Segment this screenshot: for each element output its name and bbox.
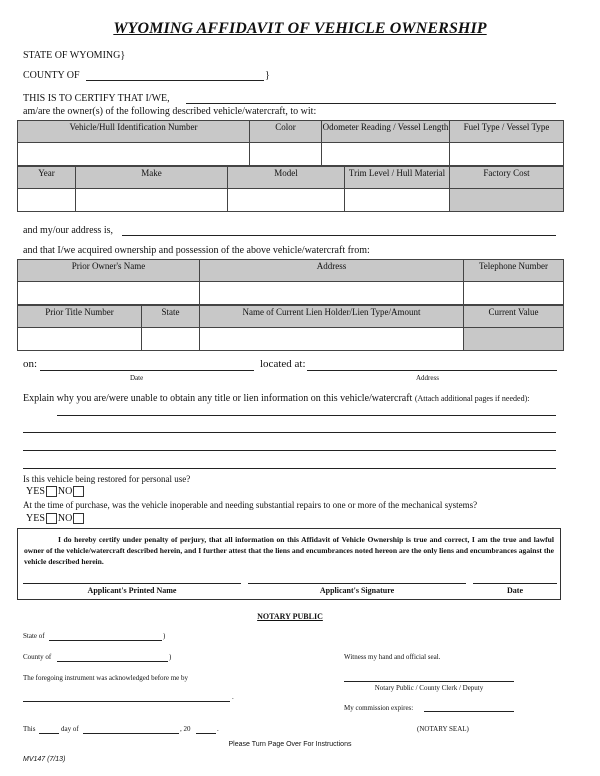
state-field[interactable] bbox=[142, 328, 200, 351]
sign-date-field[interactable] bbox=[473, 583, 557, 584]
certify-label: THIS IS TO CERTIFY THAT I/WE, bbox=[23, 93, 170, 104]
q2-yes-checkbox[interactable] bbox=[46, 513, 57, 524]
vehicle-table-2 bbox=[17, 166, 564, 212]
lien-holder-field[interactable] bbox=[200, 328, 464, 351]
prior-title-field[interactable] bbox=[18, 328, 142, 351]
vin-field[interactable] bbox=[18, 143, 250, 166]
model-field[interactable] bbox=[228, 189, 345, 212]
year-field[interactable] bbox=[196, 733, 216, 734]
owner-name-field[interactable] bbox=[186, 103, 556, 104]
telephone-field[interactable] bbox=[464, 282, 564, 305]
address-label: and my/our address is, bbox=[23, 225, 113, 236]
notary-state-label: State of bbox=[23, 632, 45, 640]
acknowledged-text: The foregoing instrument was acknowledged before me by bbox=[23, 674, 189, 682]
this-label: This bbox=[23, 725, 36, 733]
q1-no-checkbox[interactable] bbox=[73, 486, 84, 497]
witness-text: Witness my hand and official seal. bbox=[344, 653, 441, 661]
on-label: on: bbox=[23, 358, 38, 370]
day-field[interactable] bbox=[39, 733, 59, 734]
q2-no-checkbox[interactable] bbox=[73, 513, 84, 524]
notary-county-close: ) bbox=[169, 653, 172, 661]
notary-title: NOTARY PUBLIC bbox=[257, 612, 323, 621]
address-caption: Address bbox=[416, 374, 439, 382]
explain-line-3[interactable] bbox=[23, 450, 556, 451]
acquired-label: and that I/we acquired ownership and possession of the above vehicle/watercraft from: bbox=[23, 245, 370, 256]
day-of-label: day of bbox=[61, 725, 79, 733]
prior-owner-table bbox=[17, 259, 564, 305]
explain-label bbox=[23, 393, 529, 404]
owner-address-field[interactable] bbox=[122, 235, 556, 236]
current-value-field[interactable] bbox=[464, 328, 564, 351]
signature-caption: Applicant's Signature bbox=[319, 586, 395, 595]
prior-title-header: Prior Title Number bbox=[18, 306, 142, 328]
trim-header: Trim Level / Hull Material bbox=[345, 167, 450, 189]
make-field[interactable] bbox=[76, 189, 228, 212]
acknowledged-end: . bbox=[232, 693, 234, 701]
purchase-date-field[interactable] bbox=[40, 370, 254, 371]
title-lien-table bbox=[17, 305, 564, 351]
explain-line-4[interactable] bbox=[23, 468, 556, 469]
acknowledged-by-field[interactable] bbox=[23, 701, 230, 702]
county-field[interactable] bbox=[86, 80, 264, 81]
printed-name-field[interactable] bbox=[23, 583, 241, 584]
form-id: MV147 (7/13) bbox=[23, 756, 66, 763]
signature-field[interactable] bbox=[248, 583, 466, 584]
turn-over-note: Please Turn Page Over For Instructions bbox=[228, 741, 352, 748]
fuel-type-header: Fuel Type / Vessel Type bbox=[450, 121, 564, 143]
month-field[interactable] bbox=[83, 733, 179, 734]
factory-cost-header: Factory Cost bbox=[450, 167, 564, 189]
notary-caption: Notary Public / County Clerk / Deputy bbox=[374, 684, 484, 692]
q2-no-label: NO bbox=[57, 513, 73, 524]
q2-options bbox=[26, 513, 85, 524]
explain-line-2[interactable] bbox=[23, 432, 556, 433]
prior-address-header: Address bbox=[200, 260, 464, 282]
notary-signature-field[interactable] bbox=[344, 681, 514, 682]
printed-name-caption: Applicant's Printed Name bbox=[87, 586, 177, 595]
question-restored: Is this vehicle being restored for personal use? bbox=[23, 474, 191, 484]
date-caption: Date bbox=[130, 374, 144, 382]
year-end: . bbox=[217, 725, 219, 733]
page-title: WYOMING AFFIDAVIT OF VEHICLE OWNERSHIP bbox=[113, 20, 487, 37]
location-field[interactable] bbox=[307, 370, 557, 371]
owner-statement: am/are the owner(s) of the following described vehicle/watercraft, to wit: bbox=[23, 106, 317, 117]
lien-holder-header: Name of Current Lien Holder/Lien Type/Amount bbox=[200, 306, 464, 328]
notary-state-close: ) bbox=[163, 632, 166, 640]
state-header: State bbox=[142, 306, 200, 328]
notary-state-field[interactable] bbox=[49, 640, 162, 641]
current-value-header: Current Value bbox=[464, 306, 564, 328]
telephone-header: Telephone Number bbox=[464, 260, 564, 282]
vehicle-table bbox=[17, 120, 564, 166]
vin-header: Vehicle/Hull Identification Number bbox=[18, 121, 250, 143]
year-field[interactable] bbox=[18, 189, 76, 212]
explain-line-1[interactable] bbox=[57, 415, 556, 416]
color-field[interactable] bbox=[250, 143, 322, 166]
q2-yes-label: YES bbox=[26, 513, 45, 524]
prior-owner-field[interactable] bbox=[18, 282, 200, 305]
sign-date-caption: Date bbox=[507, 586, 523, 595]
q1-no-label: NO bbox=[57, 486, 73, 497]
prior-owner-header: Prior Owner's Name bbox=[18, 260, 200, 282]
q1-yes-label: YES bbox=[26, 486, 45, 497]
q1-yes-checkbox[interactable] bbox=[46, 486, 57, 497]
explain-note: (Attach additional pages if needed): bbox=[414, 394, 530, 403]
make-header: Make bbox=[76, 167, 228, 189]
notary-county-field[interactable] bbox=[57, 661, 168, 662]
explain-text: Explain why you are/were unable to obtain any title or lien information on this vehicle/watercraft bbox=[23, 393, 413, 404]
odometer-header: Odometer Reading / Vessel Length bbox=[322, 121, 450, 143]
fuel-type-field[interactable] bbox=[450, 143, 564, 166]
factory-cost-field[interactable] bbox=[450, 189, 564, 212]
prior-address-field[interactable] bbox=[200, 282, 464, 305]
color-header: Color bbox=[250, 121, 322, 143]
question-inoperable: At the time of purchase, was the vehicle inoperable and needing substantial repairs to one or more of the mechanical systems? bbox=[23, 500, 478, 510]
notary-county-label: County of bbox=[23, 653, 52, 661]
declaration-text: I do hereby certify under penalty of perjury, that all information on this Affidavit of Vehicle Ownership is true and correct, I am the true and lawful owner of the vehicle/watercraft described herein, and I further attest that the liens and encumbrances noted hereon are the only liens and encumbrances against the vehicle described herein. bbox=[24, 535, 554, 566]
located-label: located at: bbox=[260, 358, 306, 370]
model-header: Model bbox=[228, 167, 345, 189]
year-label: , 20 bbox=[180, 725, 191, 733]
county-close: } bbox=[265, 70, 270, 81]
state-line: STATE OF WYOMING} bbox=[23, 50, 126, 61]
commission-label: My commission expires: bbox=[344, 704, 414, 712]
trim-field[interactable] bbox=[345, 189, 450, 212]
q1-options bbox=[26, 486, 85, 497]
odometer-field[interactable] bbox=[322, 143, 450, 166]
year-header: Year bbox=[18, 167, 76, 189]
county-label: COUNTY OF bbox=[23, 70, 80, 81]
commission-field[interactable] bbox=[424, 711, 514, 712]
notary-seal: (NOTARY SEAL) bbox=[417, 725, 469, 733]
